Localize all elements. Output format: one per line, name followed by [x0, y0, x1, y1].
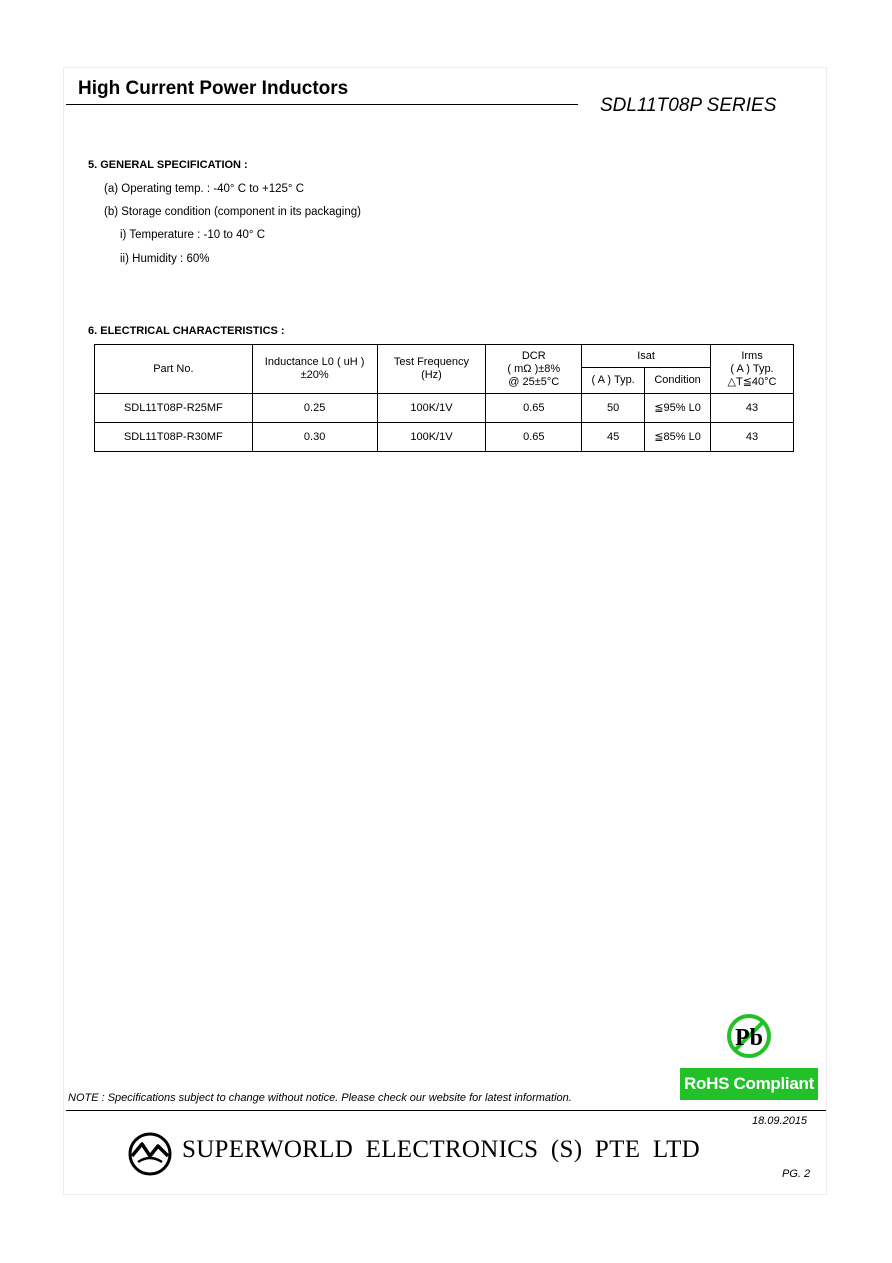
title-divider	[66, 104, 578, 105]
page-number: PG. 2	[782, 1168, 811, 1180]
header-dcr-line2: ( mΩ )±8%	[507, 362, 561, 375]
cell-isat: 45	[582, 423, 645, 452]
storage-condition: (b) Storage condition (component in its packaging)	[104, 206, 361, 218]
header-dcr-line1: DCR	[521, 349, 546, 362]
header-irms	[711, 345, 794, 394]
cell-frequency: 100K/1V	[377, 394, 486, 423]
table-row	[95, 394, 794, 423]
header-irms-line1: Irms	[741, 349, 763, 362]
operating-temp: (a) Operating temp. : -40° C to +125° C	[104, 183, 304, 195]
header-part-no: Part No.	[95, 345, 253, 394]
header-isat-condition: Condition	[645, 368, 711, 394]
header-test-frequency	[377, 345, 486, 394]
header-irms-line3: △T≦40°C	[727, 375, 777, 388]
header-dcr-line3: @ 25±5°C	[508, 375, 560, 388]
document-title: High Current Power Inductors	[78, 78, 349, 99]
header-test-frequency-line2: (Hz)	[421, 369, 442, 381]
cell-dcr: 0.65	[486, 423, 582, 452]
header-test-frequency-line1: Test Frequency	[393, 356, 470, 368]
rohs-badge: RoHS Compliant	[680, 1068, 818, 1100]
header-inductance	[252, 345, 377, 394]
general-spec-heading: 5. GENERAL SPECIFICATION :	[88, 159, 248, 171]
header-isat: Isat	[582, 345, 711, 368]
pb-free-icon	[725, 1012, 773, 1060]
cell-inductance: 0.25	[252, 394, 377, 423]
cell-frequency: 100K/1V	[377, 423, 486, 452]
storage-temperature: i) Temperature : -10 to 40° C	[120, 229, 266, 241]
rohs-logo	[680, 1012, 818, 1104]
cell-part: SDL11T08P-R25MF	[95, 394, 253, 423]
table-header-row	[95, 345, 794, 368]
footer-divider	[66, 1110, 826, 1111]
cell-part: SDL11T08P-R30MF	[95, 423, 253, 452]
electrical-table	[94, 344, 794, 452]
footer-note: NOTE : Specifications subject to change without notice. Please check our website for latest information.	[68, 1092, 572, 1104]
header-inductance-line2: ±20%	[300, 369, 329, 381]
cell-dcr: 0.65	[486, 394, 582, 423]
header-inductance-line1: Inductance L0 ( uH )	[264, 356, 365, 368]
document-date: 18.09.2015	[752, 1115, 808, 1127]
cell-irms: 43	[711, 423, 794, 452]
header-dcr	[486, 345, 582, 394]
electrical-heading: 6. ELECTRICAL CHARACTERISTICS :	[88, 325, 285, 337]
company-name: SUPERWORLD ELECTRONICS (S) PTE LTD	[182, 1136, 701, 1163]
cell-inductance: 0.30	[252, 423, 377, 452]
pb-text: Pb	[734, 1025, 764, 1051]
cell-condition: ≦95% L0	[645, 394, 711, 423]
cell-isat: 50	[582, 394, 645, 423]
storage-humidity: ii) Humidity : 60%	[120, 253, 210, 265]
company-logo-icon	[128, 1132, 172, 1176]
header-isat-typ: ( A ) Typ.	[582, 368, 645, 394]
cell-irms: 43	[711, 394, 794, 423]
table-row	[95, 423, 794, 452]
series-name: SDL11T08P SERIES	[600, 95, 777, 116]
header-irms-line2: ( A ) Typ.	[730, 362, 774, 375]
cell-condition: ≦85% L0	[645, 423, 711, 452]
